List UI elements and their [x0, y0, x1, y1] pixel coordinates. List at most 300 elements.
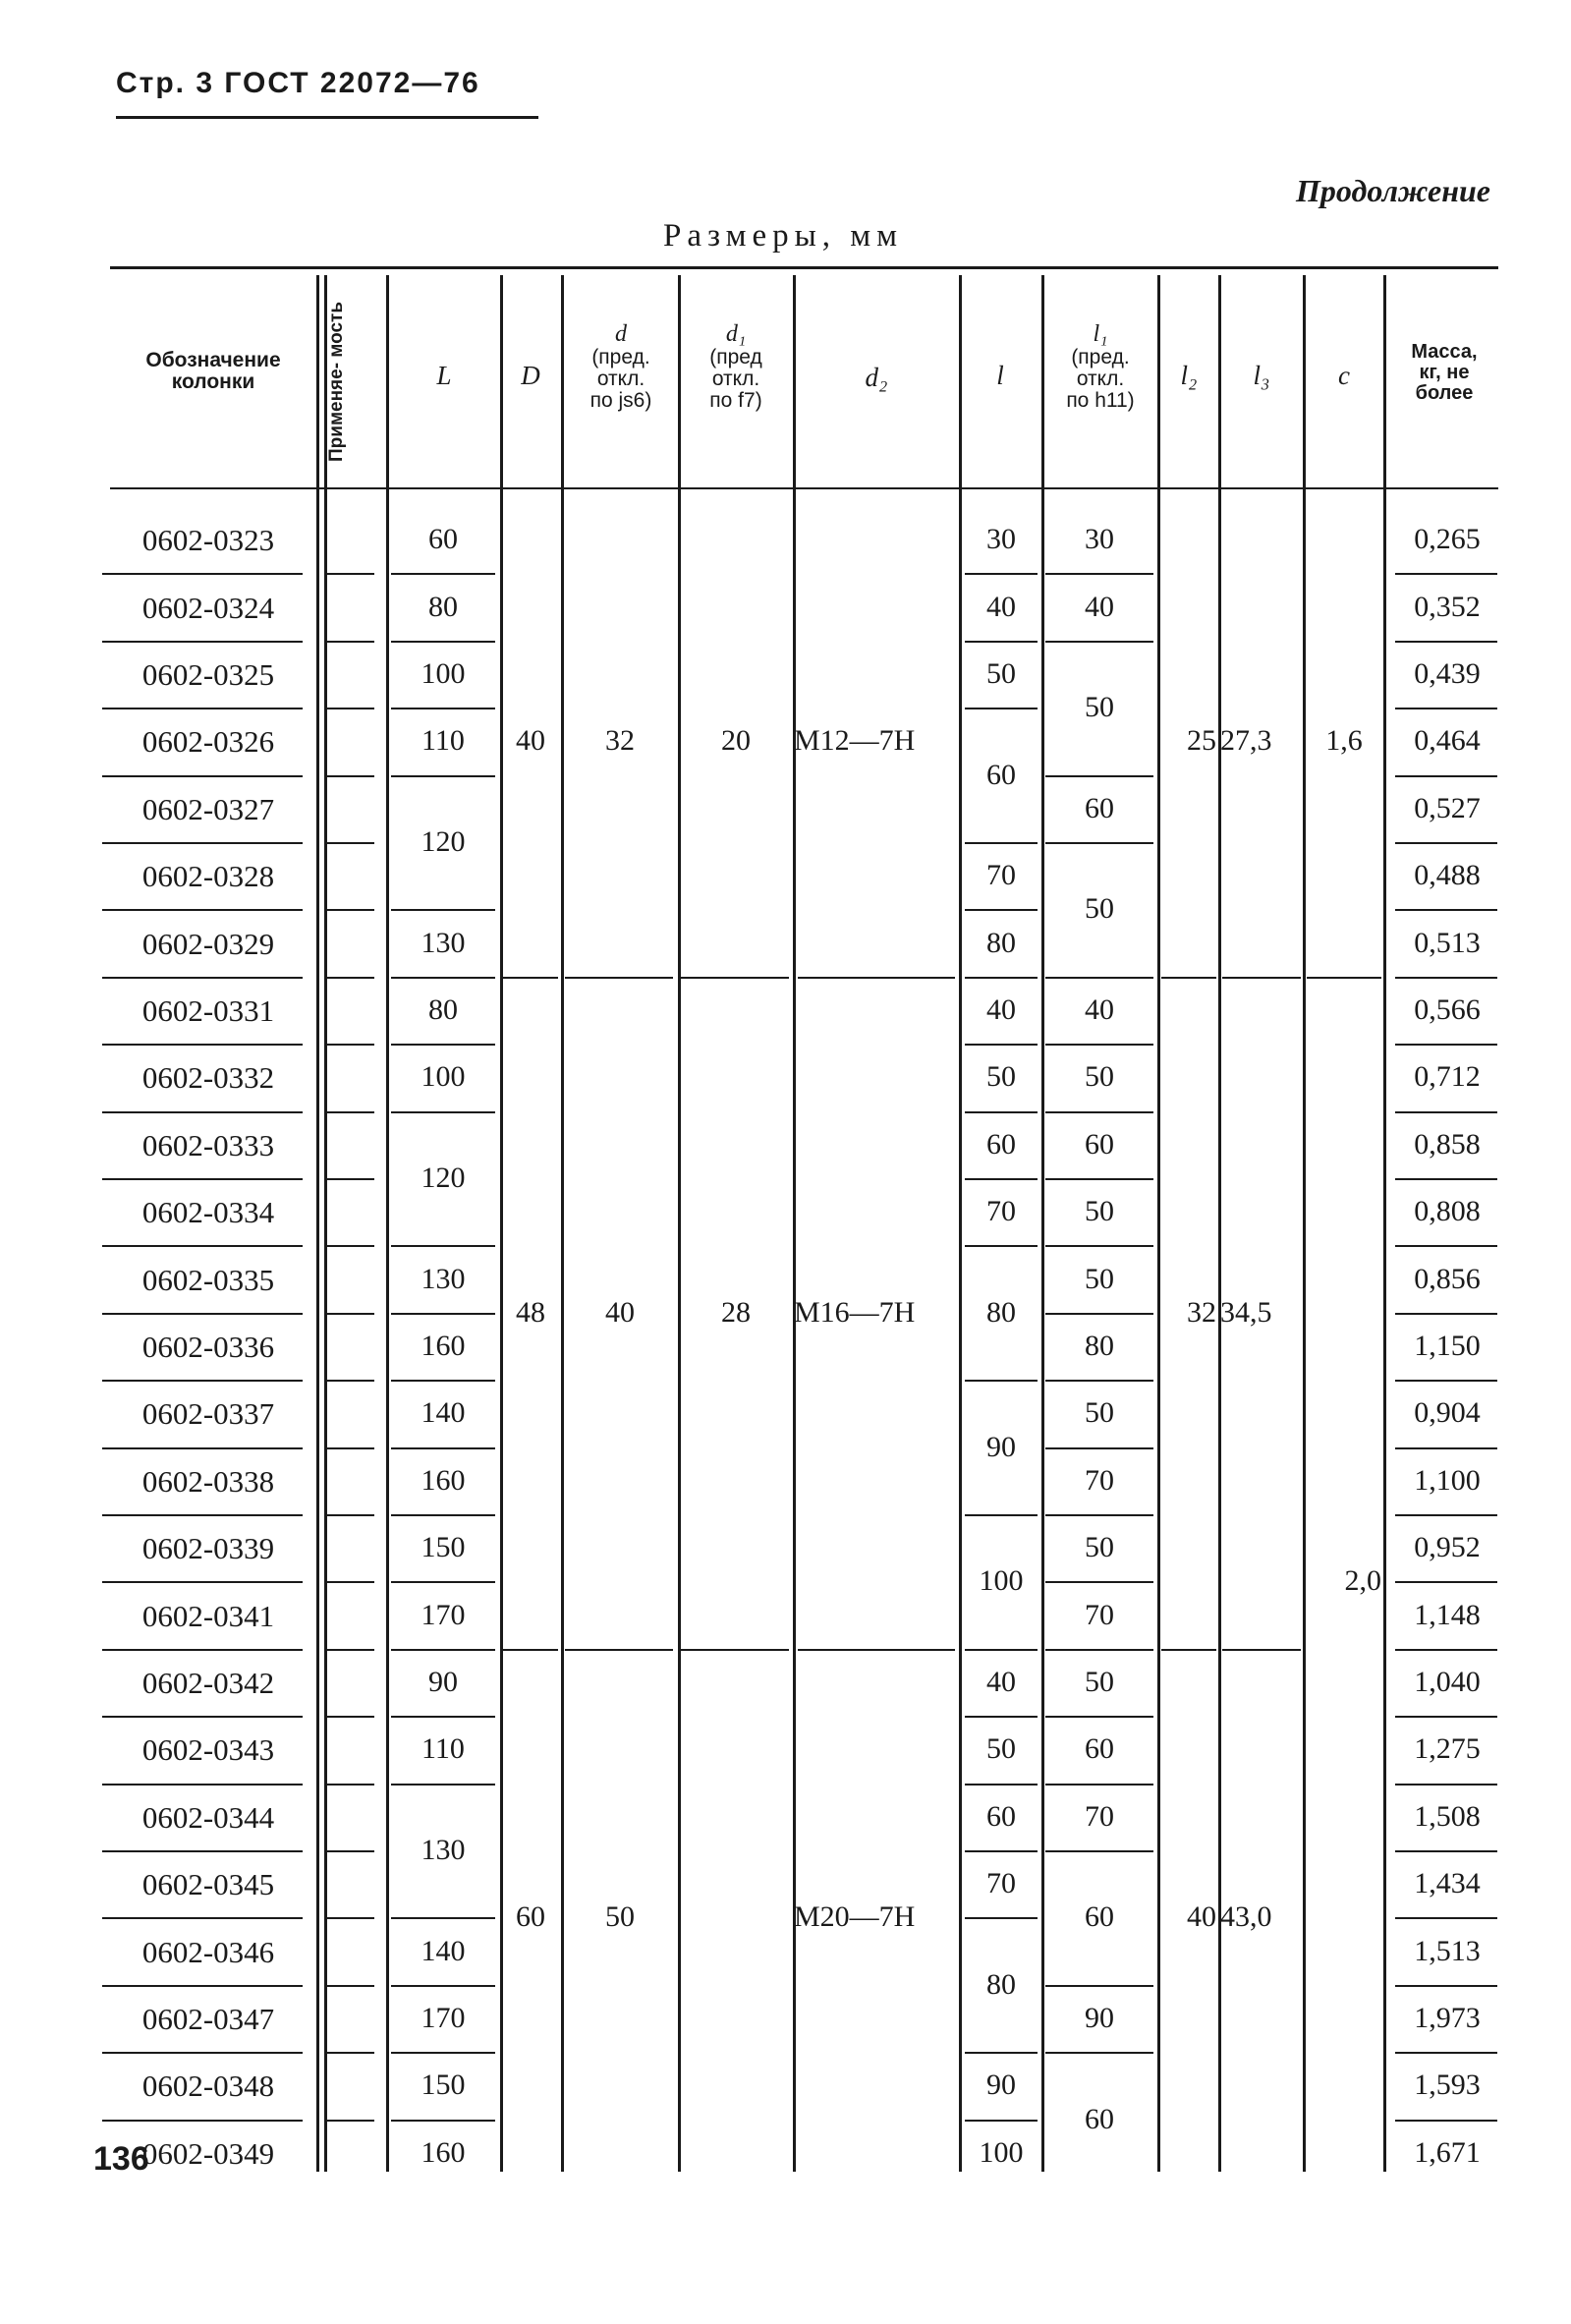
- l-cell: 80: [986, 926, 1016, 959]
- applicability-row-rule: [327, 1447, 374, 1449]
- designation-cell: 0602-0341: [141, 1598, 275, 1633]
- applicability-row-rule: [327, 708, 374, 709]
- applicability-row-rule: [327, 1917, 374, 1919]
- L-cell: 110: [421, 724, 465, 758]
- mass-row-rule: [1395, 1649, 1497, 1651]
- table-top-rule: [110, 266, 1498, 269]
- col-header-l1-symbol: l₁: [1093, 321, 1108, 347]
- l1-cell: 50: [1085, 1666, 1114, 1698]
- designation-row-rule: [102, 1044, 303, 1046]
- l1-cell: 60: [1085, 791, 1114, 824]
- l-row-rule: [965, 1716, 1038, 1718]
- col-header-l1-line1: (пред.: [1071, 346, 1130, 369]
- l1-row-rule: [1045, 1245, 1153, 1247]
- group-rule: [565, 977, 673, 979]
- l1-row-rule: [1045, 573, 1153, 575]
- designation-row-rule: [102, 1245, 303, 1247]
- l-cell: 40: [986, 1666, 1016, 1698]
- designation-row-rule: [102, 775, 303, 777]
- col-header-d-line3: по js6): [589, 389, 652, 413]
- d-cell: 32: [605, 724, 635, 758]
- d2-cell: М12—7Н: [794, 724, 916, 758]
- L-row-rule: [391, 1447, 495, 1449]
- l-row-rule: [965, 909, 1038, 911]
- mass-cell: 0,265: [1414, 523, 1481, 556]
- continuation-label: Продолжение: [1296, 173, 1490, 208]
- l-cell: 30: [986, 523, 1016, 556]
- col-header-designation: [110, 350, 316, 393]
- l1-cell: 50: [1085, 892, 1114, 926]
- mass-row-rule: [1395, 1245, 1497, 1247]
- designation-cell: 0602-0327: [141, 791, 275, 826]
- col-header-applicability-line1: Применяе-: [326, 362, 347, 462]
- page-number: 136: [93, 2140, 149, 2178]
- l-cell: 100: [979, 1564, 1024, 1598]
- designation-cell: 0602-0342: [141, 1666, 275, 1700]
- designation-cell: 0602-0348: [141, 2069, 275, 2104]
- column-rule: [500, 275, 503, 2172]
- l-cell: 80: [986, 1967, 1016, 2001]
- L-cell: 170: [421, 1598, 466, 1631]
- l1-cell: 60: [1085, 1127, 1114, 1161]
- designation-row-rule: [102, 573, 303, 575]
- mass-row-rule: [1395, 2052, 1497, 2054]
- l1-row-rule: [1045, 1716, 1153, 1718]
- col-header-D: D: [521, 361, 540, 390]
- col-header-d-symbol: d: [615, 321, 627, 347]
- l1-cell: 60: [1085, 1732, 1114, 1766]
- mass-row-rule: [1395, 1514, 1497, 1516]
- group-rule: [681, 1649, 789, 1651]
- designation-row-rule: [102, 708, 303, 709]
- l-cell: 50: [986, 1060, 1016, 1094]
- l-cell: 40: [986, 590, 1016, 623]
- col-header-applicability-line2: мость: [326, 301, 347, 358]
- L-cell: 140: [421, 1934, 466, 1967]
- applicability-row-rule: [327, 909, 374, 911]
- L-cell: 120: [421, 1162, 466, 1194]
- mass-cell: 0,439: [1414, 657, 1481, 690]
- designation-cell: 0602-0345: [141, 1867, 275, 1902]
- column-rule: [959, 275, 962, 2172]
- designation-cell: 0602-0346: [141, 1934, 275, 1969]
- l1-cell: 90: [1085, 2002, 1114, 2034]
- l-cell: 60: [986, 1127, 1016, 1161]
- l3-cell: 34,5: [1220, 1295, 1272, 1329]
- l1-cell: 40: [1085, 590, 1114, 623]
- L-cell: 120: [421, 825, 466, 858]
- l1-row-rule: [1045, 775, 1153, 777]
- designation-cell: 0602-0328: [141, 859, 275, 894]
- L-cell: 90: [428, 1666, 458, 1698]
- group-rule: [681, 977, 789, 979]
- L-row-rule: [391, 1985, 495, 1987]
- col-header-c: c: [1338, 361, 1350, 390]
- L-cell: 170: [421, 2002, 466, 2034]
- l-row-rule: [965, 1178, 1038, 1180]
- l1-row-rule: [1045, 1447, 1153, 1449]
- l1-row-rule: [1045, 1581, 1153, 1583]
- mass-row-rule: [1395, 1178, 1497, 1180]
- l-cell: 80: [986, 1295, 1016, 1329]
- mass-row-rule: [1395, 1313, 1497, 1315]
- col-header-d-line2: откл.: [596, 368, 645, 391]
- L-row-rule: [391, 1581, 495, 1583]
- L-cell: 80: [428, 993, 458, 1026]
- L-cell: 100: [421, 657, 466, 690]
- designation-cell: 0602-0326: [141, 724, 275, 760]
- mass-cell: 0,952: [1414, 1531, 1481, 1564]
- l-cell: 70: [986, 1195, 1016, 1228]
- L-row-rule: [391, 1514, 495, 1516]
- l-row-rule: [965, 1044, 1038, 1046]
- l1-row-rule: [1045, 2052, 1153, 2054]
- L-cell: 160: [421, 1463, 466, 1497]
- D-cell: 40: [516, 724, 545, 758]
- applicability-row-rule: [327, 1716, 374, 1718]
- L-row-rule: [391, 1380, 495, 1382]
- applicability-row-rule: [327, 1380, 374, 1382]
- c-cell: 1,6: [1325, 724, 1363, 758]
- d-cell: 40: [605, 1295, 635, 1329]
- designation-cell: 0602-0329: [141, 926, 275, 961]
- mass-cell: 0,513: [1414, 926, 1481, 959]
- col-header-l1: [1043, 322, 1157, 412]
- mass-cell: 1,150: [1414, 1330, 1481, 1362]
- mass-cell: 1,275: [1414, 1732, 1481, 1766]
- applicability-row-rule: [327, 1178, 374, 1180]
- col-header-l3: l₃: [1253, 361, 1270, 390]
- L-cell: 130: [421, 926, 466, 959]
- l-cell: 70: [986, 1867, 1016, 1900]
- l2-cell: 25: [1187, 724, 1216, 758]
- applicability-row-rule: [327, 641, 374, 643]
- l-row-rule: [965, 1245, 1038, 1247]
- mass-cell: 1,508: [1414, 1799, 1481, 1833]
- l-row-rule: [965, 842, 1038, 844]
- l2-cell: 32: [1187, 1295, 1216, 1329]
- l-row-rule: [965, 1111, 1038, 1113]
- l-cell: 40: [986, 993, 1016, 1026]
- l1-row-rule: [1045, 641, 1153, 643]
- designation-row-rule: [102, 2052, 303, 2054]
- l-cell: 90: [986, 2069, 1016, 2102]
- l-row-rule: [965, 1380, 1038, 1382]
- header-underline: [116, 116, 538, 119]
- L-row-rule: [391, 1649, 495, 1651]
- mass-cell: 1,148: [1414, 1598, 1481, 1631]
- designation-cell: 0602-0334: [141, 1195, 275, 1230]
- mass-row-rule: [1395, 2120, 1497, 2122]
- l1-cell: 60: [1085, 2102, 1114, 2135]
- l2-cell: 40: [1187, 1900, 1216, 1934]
- mass-row-rule: [1395, 1850, 1497, 1852]
- designation-cell: 0602-0336: [141, 1330, 275, 1364]
- L-row-rule: [391, 977, 495, 979]
- l-cell: 100: [979, 2135, 1024, 2169]
- designation-cell: 0602-0333: [141, 1127, 275, 1162]
- mass-row-rule: [1395, 1044, 1497, 1046]
- designation-row-rule: [102, 1380, 303, 1382]
- l-row-rule: [965, 1917, 1038, 1919]
- applicability-row-rule: [327, 1850, 374, 1852]
- L-row-rule: [391, 1716, 495, 1718]
- l-row-rule: [965, 573, 1038, 575]
- l1-row-rule: [1045, 1178, 1153, 1180]
- L-row-rule: [391, 1917, 495, 1919]
- l1-cell: 70: [1085, 1799, 1114, 1833]
- designation-row-rule: [102, 842, 303, 844]
- D-cell: 60: [516, 1900, 545, 1934]
- l1-cell: 50: [1085, 1262, 1114, 1295]
- designation-row-rule: [102, 1985, 303, 1987]
- designation-row-rule: [102, 1784, 303, 1786]
- mass-cell: 0,488: [1414, 859, 1481, 892]
- L-row-rule: [391, 775, 495, 777]
- designation-row-rule: [102, 1850, 303, 1852]
- applicability-row-rule: [327, 1044, 374, 1046]
- l1-row-rule: [1045, 1380, 1153, 1382]
- l-cell: 50: [986, 657, 1016, 690]
- designation-cell: 0602-0349: [141, 2135, 275, 2171]
- mass-row-rule: [1395, 1380, 1497, 1382]
- L-row-rule: [391, 1784, 495, 1786]
- designation-row-rule: [102, 977, 303, 979]
- applicability-row-rule: [327, 977, 374, 979]
- l-row-rule: [965, 641, 1038, 643]
- l-cell: 50: [986, 1732, 1016, 1766]
- col-header-l2: l₂: [1180, 361, 1198, 390]
- column-rule: [324, 275, 327, 2172]
- column-rule: [316, 275, 319, 2172]
- mass-cell: 0,858: [1414, 1127, 1481, 1161]
- designation-cell: 0602-0332: [141, 1060, 275, 1096]
- column-rule: [1218, 275, 1221, 2172]
- applicability-row-rule: [327, 1985, 374, 1987]
- col-header-L: L: [436, 361, 452, 390]
- mass-cell: 0,566: [1414, 993, 1481, 1026]
- l1-cell: 50: [1085, 1396, 1114, 1430]
- designation-row-rule: [102, 1514, 303, 1516]
- group-rule: [798, 977, 955, 979]
- l1-cell: 60: [1085, 1900, 1114, 1934]
- d2-cell: М20—7Н: [794, 1900, 916, 1934]
- l-row-rule: [965, 1514, 1038, 1516]
- column-rule: [1157, 275, 1160, 2172]
- l1-row-rule: [1045, 1850, 1153, 1852]
- l1-cell: 50: [1085, 1060, 1114, 1094]
- l1-cell: 50: [1085, 691, 1114, 724]
- designation-cell: 0602-0323: [141, 523, 275, 558]
- D-cell: 48: [516, 1295, 545, 1329]
- dimensions-caption: Размеры, мм: [663, 218, 904, 254]
- L-cell: 130: [421, 1834, 466, 1866]
- col-header-applicability: [326, 301, 376, 462]
- mass-cell: 1,513: [1414, 1934, 1481, 1967]
- designation-cell: 0602-0325: [141, 657, 275, 692]
- mass-cell: 1,434: [1414, 1867, 1481, 1900]
- L-row-rule: [391, 1313, 495, 1315]
- L-cell: 140: [421, 1396, 466, 1430]
- column-rule: [793, 275, 796, 2172]
- col-header-d1-line2: откл.: [711, 368, 760, 391]
- mass-cell: 1,100: [1414, 1463, 1481, 1497]
- applicability-row-rule: [327, 1514, 374, 1516]
- col-header-l1-line2: откл.: [1076, 368, 1125, 391]
- d-cell: 50: [605, 1900, 635, 1934]
- mass-row-rule: [1395, 573, 1497, 575]
- l1-cell: 50: [1085, 1195, 1114, 1228]
- mass-row-rule: [1395, 641, 1497, 643]
- group-rule: [565, 1649, 673, 1651]
- l-row-rule: [965, 2120, 1038, 2122]
- mass-cell: 0,464: [1414, 724, 1481, 758]
- l1-cell: 70: [1085, 1598, 1114, 1631]
- col-header-designation-line1: Обозначение: [145, 349, 281, 371]
- L-row-rule: [391, 1111, 495, 1113]
- group-rule: [1161, 977, 1216, 979]
- d1-cell: 20: [721, 724, 751, 758]
- mass-row-rule: [1395, 1716, 1497, 1718]
- page-header: Стр. 3 ГОСТ 22072—76: [116, 67, 480, 99]
- L-cell: 80: [428, 590, 458, 623]
- group-rule: [1222, 1649, 1301, 1651]
- mass-row-rule: [1395, 1447, 1497, 1449]
- l1-cell: 50: [1085, 1531, 1114, 1564]
- l-row-rule: [965, 708, 1038, 709]
- col-header-d1: [679, 322, 793, 412]
- designation-cell: 0602-0335: [141, 1262, 275, 1297]
- l1-row-rule: [1045, 977, 1153, 979]
- l-row-rule: [965, 1649, 1038, 1651]
- L-cell: 160: [421, 2135, 466, 2169]
- l-cell: 60: [986, 1799, 1016, 1833]
- col-header-d1-line1: (пред: [709, 346, 762, 369]
- mass-cell: 1,040: [1414, 1666, 1481, 1698]
- l3-cell: 43,0: [1220, 1900, 1272, 1934]
- l1-row-rule: [1045, 1313, 1153, 1315]
- l-row-rule: [965, 977, 1038, 979]
- applicability-row-rule: [327, 1649, 374, 1651]
- mass-cell: 0,808: [1414, 1195, 1481, 1228]
- column-rule: [678, 275, 681, 2172]
- l1-row-rule: [1045, 1044, 1153, 1046]
- l1-row-rule: [1045, 1985, 1153, 1987]
- designation-row-rule: [102, 1716, 303, 1718]
- mass-cell: 1,671: [1414, 2135, 1481, 2169]
- mass-cell: 0,904: [1414, 1396, 1481, 1430]
- mass-cell: 0,352: [1414, 590, 1481, 623]
- L-cell: 110: [421, 1732, 465, 1766]
- l1-row-rule: [1045, 1784, 1153, 1786]
- designation-row-rule: [102, 1917, 303, 1919]
- mass-row-rule: [1395, 1111, 1497, 1113]
- d1-cell: 28: [721, 1295, 751, 1329]
- column-rule: [1303, 275, 1306, 2172]
- column-rule: [1383, 275, 1386, 2172]
- group-rule: [1222, 977, 1301, 979]
- mass-cell: 1,973: [1414, 2002, 1481, 2034]
- mass-row-rule: [1395, 708, 1497, 709]
- applicability-row-rule: [327, 1313, 374, 1315]
- group-rule: [798, 1649, 955, 1651]
- designation-row-rule: [102, 1111, 303, 1113]
- designation-row-rule: [102, 1447, 303, 1449]
- L-row-rule: [391, 2052, 495, 2054]
- l-row-rule: [965, 2052, 1038, 2054]
- designation-cell: 0602-0331: [141, 993, 275, 1028]
- column-rule: [561, 275, 564, 2172]
- col-header-d: [563, 322, 679, 412]
- col-header-d-line1: (пред.: [591, 346, 650, 369]
- applicability-row-rule: [327, 842, 374, 844]
- col-header-designation-line2: колонки: [171, 370, 255, 394]
- L-cell: 130: [421, 1262, 466, 1295]
- col-header-d1-symbol: d₁: [725, 321, 747, 347]
- designation-row-rule: [102, 641, 303, 643]
- applicability-row-rule: [327, 1111, 374, 1113]
- L-row-rule: [391, 909, 495, 911]
- mass-row-rule: [1395, 1784, 1497, 1786]
- applicability-row-rule: [327, 1784, 374, 1786]
- mass-row-rule: [1395, 775, 1497, 777]
- mass-row-rule: [1395, 1917, 1497, 1919]
- mass-cell: 0,527: [1414, 791, 1481, 824]
- designation-row-rule: [102, 1581, 303, 1583]
- designation-row-rule: [102, 1649, 303, 1651]
- L-cell: 160: [421, 1330, 466, 1362]
- l-cell: 70: [986, 859, 1016, 892]
- l1-cell: 80: [1085, 1330, 1114, 1362]
- mass-cell: 0,712: [1414, 1060, 1481, 1094]
- L-row-rule: [391, 1044, 495, 1046]
- l1-cell: 30: [1085, 523, 1114, 556]
- l-cell: 60: [986, 758, 1016, 791]
- col-header-mass: [1385, 342, 1503, 404]
- L-row-rule: [391, 2120, 495, 2122]
- l1-row-rule: [1045, 842, 1153, 844]
- applicability-row-rule: [327, 1581, 374, 1583]
- L-cell: 150: [421, 1531, 466, 1564]
- col-header-d1-line3: по f7): [709, 389, 762, 413]
- l1-row-rule: [1045, 1111, 1153, 1113]
- mass-row-rule: [1395, 1581, 1497, 1583]
- L-row-rule: [391, 1245, 495, 1247]
- col-header-d2: d₂: [865, 363, 888, 392]
- designation-row-rule: [102, 1178, 303, 1180]
- l1-cell: 70: [1085, 1463, 1114, 1497]
- l-row-rule: [965, 1784, 1038, 1786]
- l1-row-rule: [1045, 1514, 1153, 1516]
- col-header-mass-line3: более: [1415, 382, 1474, 404]
- col-header-mass-line1: Масса,: [1411, 341, 1478, 363]
- L-row-rule: [391, 573, 495, 575]
- designation-cell: 0602-0347: [141, 2002, 275, 2036]
- mass-row-rule: [1395, 842, 1497, 844]
- col-header-l: l: [996, 361, 1004, 390]
- l1-row-rule: [1045, 1649, 1153, 1651]
- mass-cell: 1,593: [1414, 2069, 1481, 2102]
- group-rule: [503, 1649, 558, 1651]
- L-cell: 150: [421, 2069, 466, 2102]
- mass-cell: 0,856: [1414, 1262, 1481, 1295]
- designation-cell: 0602-0338: [141, 1463, 275, 1499]
- designation-cell: 0602-0324: [141, 590, 275, 625]
- l1-cell: 40: [1085, 993, 1114, 1026]
- designation-cell: 0602-0343: [141, 1732, 275, 1768]
- designation-row-rule: [102, 1313, 303, 1315]
- l3-cell: 27,3: [1220, 724, 1272, 758]
